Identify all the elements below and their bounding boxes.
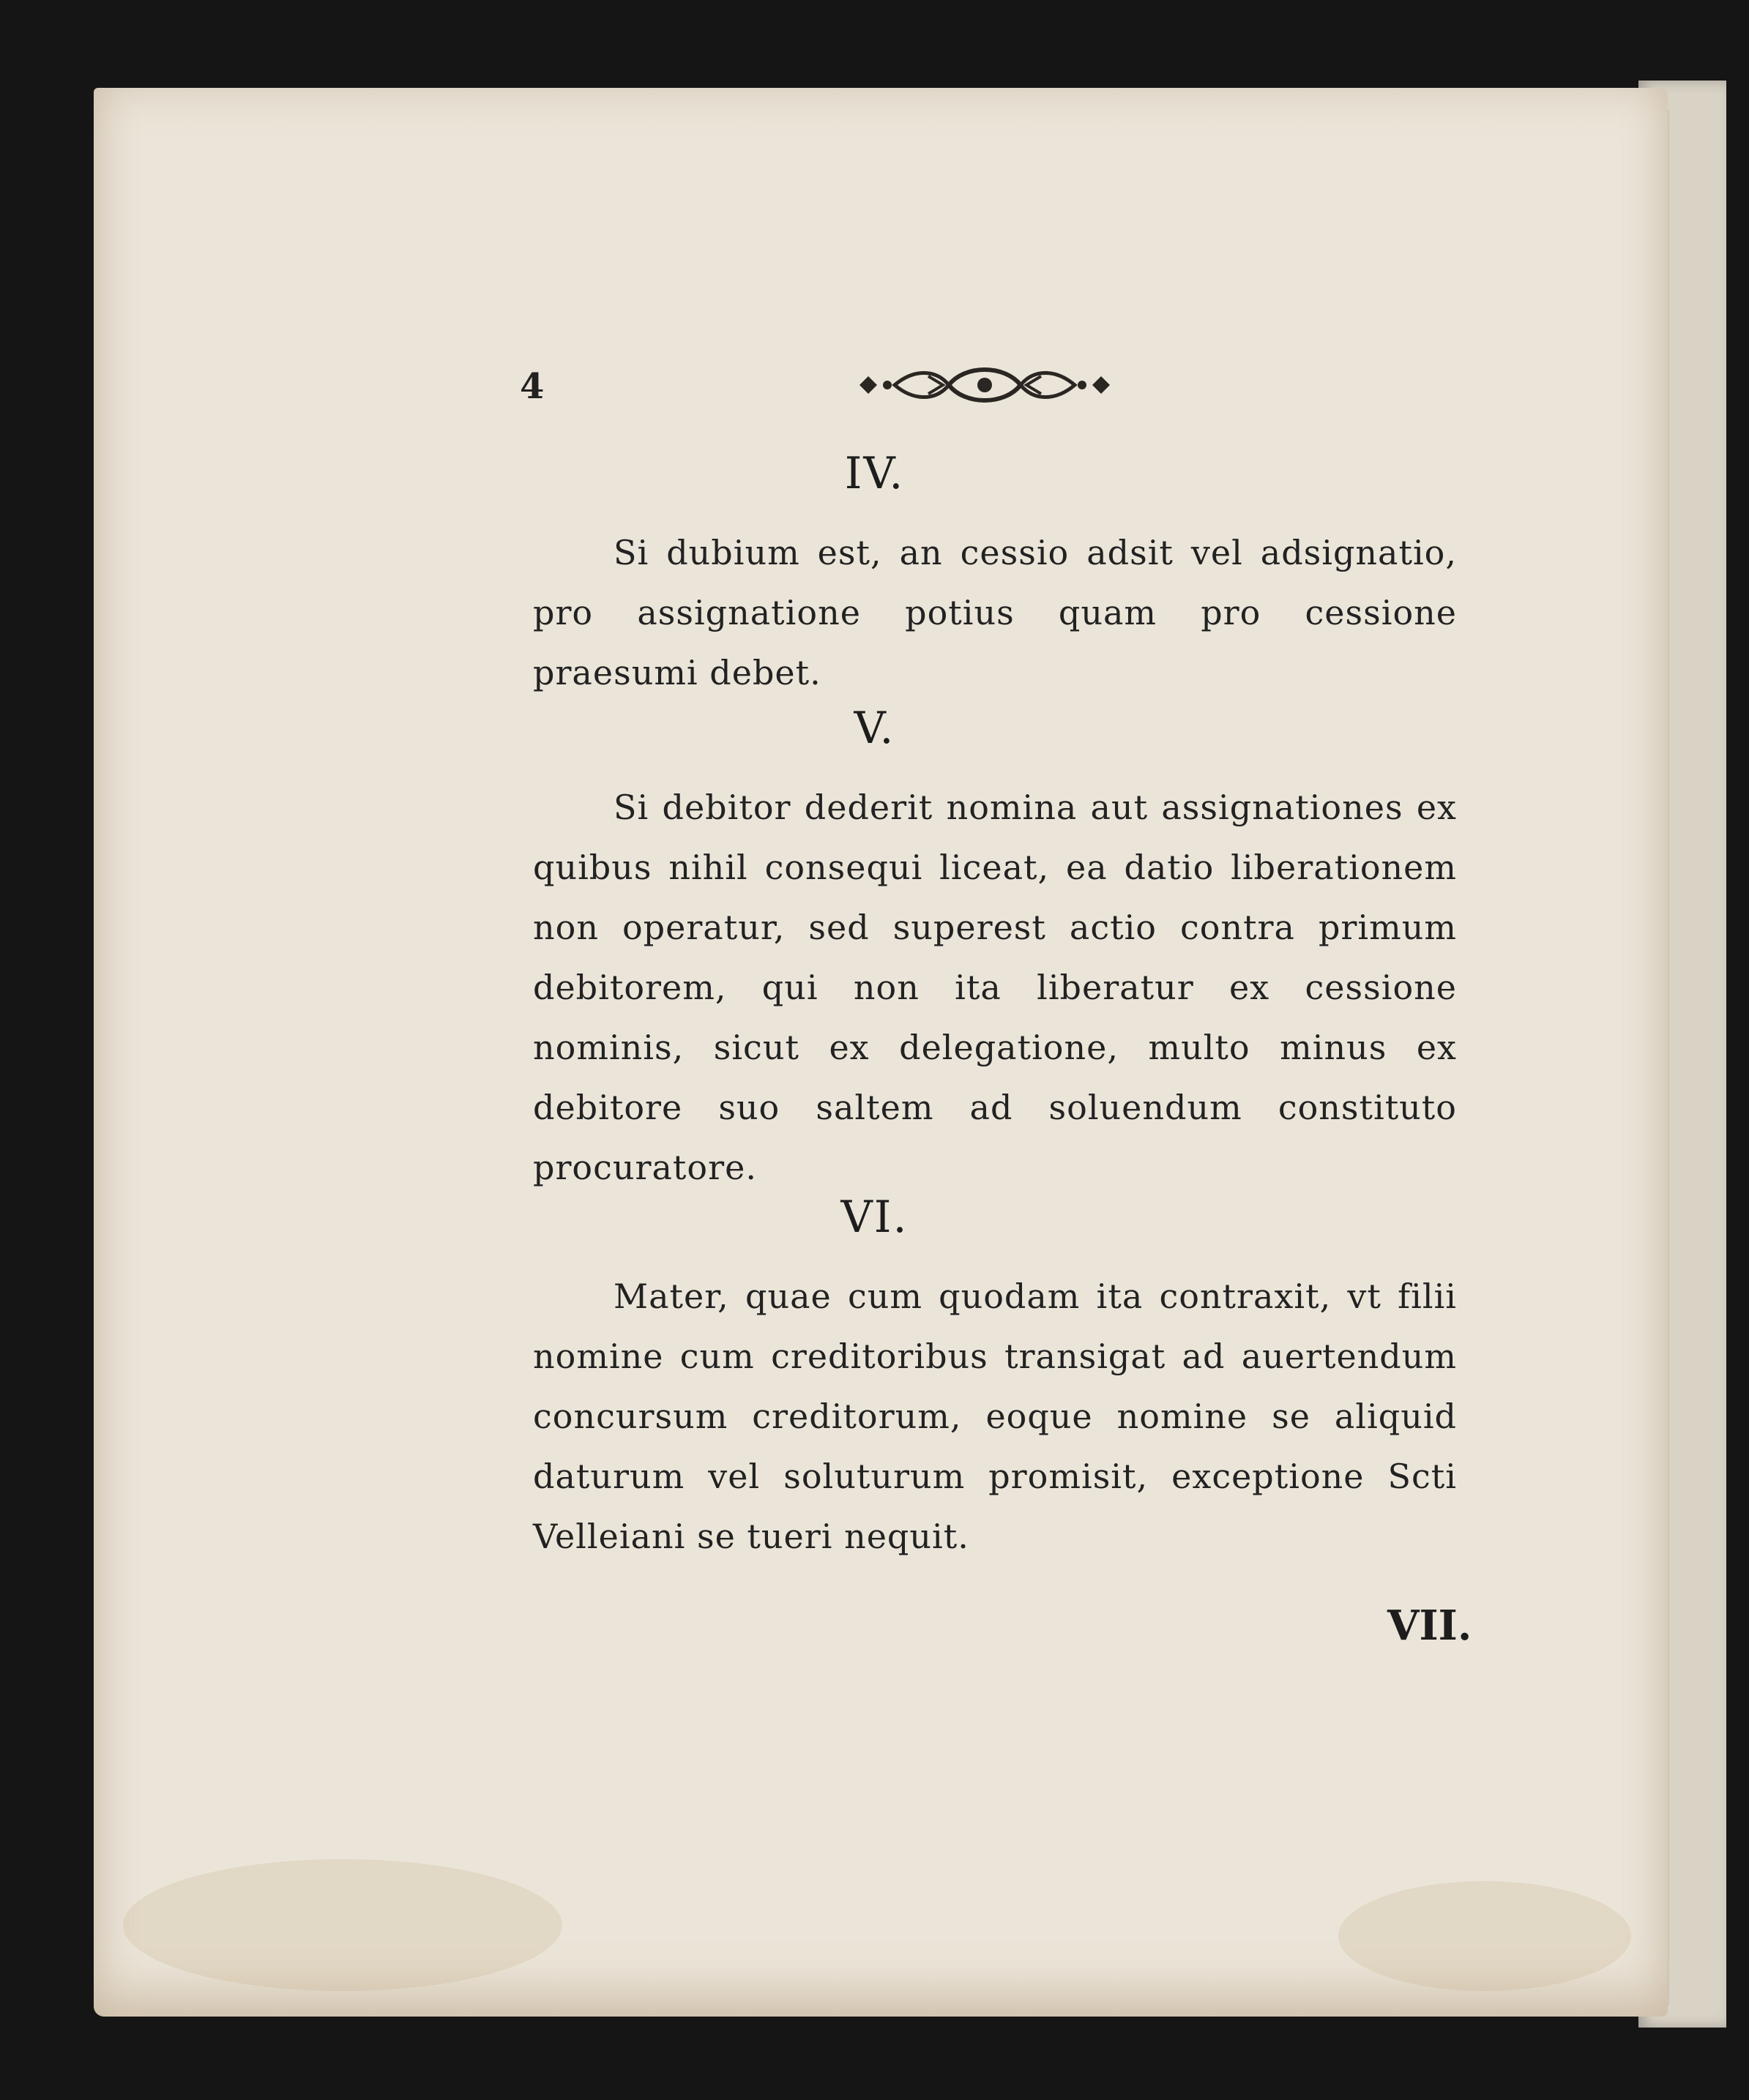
section-heading: V. [854, 703, 895, 754]
section-paragraph [533, 777, 1457, 1197]
paragraph-text: Si dubium est, an cessio adsit vel adsignatio, pro assignatione potius quam pro cessione praesumi debet. [533, 533, 1457, 692]
paper-stain [1338, 1881, 1631, 1991]
section-heading: IV. [844, 448, 905, 499]
fleuron-ornament-icon [855, 362, 1114, 408]
paragraph-text: Si debitor dederit nomina aut assignationes ex quibus nihil consequi liceat, ea datio liberationem non operatur, sed superest actio contra primum debitorem, qui non ita liberatur ex cessione nominis, sicut ex delegatione, multo minus ex debitore suo saltem ad soluendum constituto procuratore. [533, 788, 1457, 1187]
page-number: 4 [520, 366, 545, 407]
catchword: VII. [1387, 1602, 1472, 1650]
section-paragraph [533, 1266, 1457, 1566]
section-paragraph [533, 523, 1457, 703]
section-heading: VI. [840, 1192, 909, 1243]
paper-stain [123, 1859, 562, 1991]
paragraph-text: Mater, quae cum quodam ita contraxit, vt filii nomine cum creditoribus transigat ad auertendum concursum creditorum, eoque nomine se aliquid daturum vel soluturum promisit, exceptione Scti Velleiani se tueri nequit. [533, 1277, 1457, 1556]
